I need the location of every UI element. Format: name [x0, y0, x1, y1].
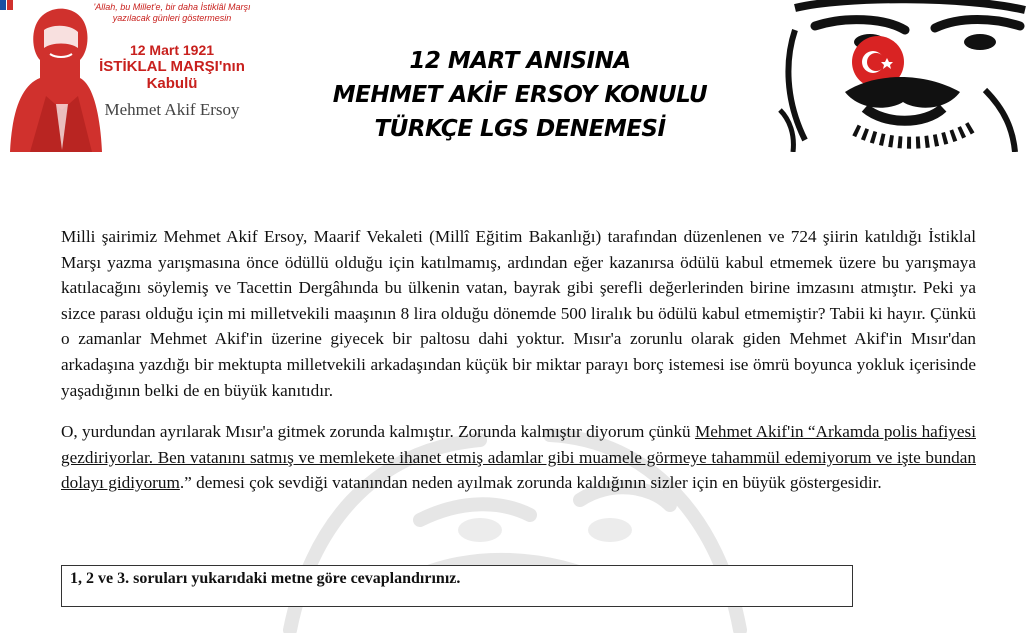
istiklal-marsi-banner	[0, 0, 250, 152]
title-line-1: 12 MART ANISINA	[409, 48, 631, 74]
title-line-3: TÜRKÇE LGS DENEMESİ	[374, 116, 666, 142]
paragraph-2-start: O, yurdundan ayrılarak Mısır'a gitmek zorunda kalmıştır. Zorunda kalmıştır diyorum çünkü	[61, 422, 695, 442]
paragraph-2-quote: Mehmet Akif'in “Arkamda polis hafiyesi gezdiriyorlar. Ben vatanını satmış ve memlekete ihanet etmiş adamlar gibi muamele görmeye tahammül edemiyorum ve işte bundan dolayı gidiyorum	[61, 422, 976, 493]
anthem-date: 12 Mart 1921	[129, 42, 215, 58]
anthem-quote: 'Allah, bu Millet'e, bir daha İstiklâl Marşı yazılacak günleri göstermesin	[93, 2, 251, 23]
header	[0, 0, 1027, 152]
anthem-adopted: Kabulü	[146, 75, 198, 92]
author-name: Mehmet Akif Ersoy	[104, 100, 240, 119]
paragraph-1: Milli şairimiz Mehmet Akif Ersoy, Maarif Vekaleti (Millî Eğitim Bakanlığı) tarafından düzenlenen ve 724 şiirin katıldığı İstiklal Marşı yazma yarışmasına önce ödüllü olduğu için katılmamış, ardından eğer kazanırsa ödülü kabul etmemek üzere bu yarışmaya katılacağını söylemiş ve Tacettin Dergâhında bu ülkenin vatan, bayrak gibi şerefli değerlerinden birine imzasını atmıştır. Peki ya sizce parası olduğu için mi milletvekili maaşının 8 lira olduğu dönemde 500 liralık bu ödülü kabul etmemiştir? Tabii ki hayır. Çünkü o zamanlar Mehmet Akif'in üzerine giyecek bir paltosu dahi yoktur. Mısır'a zorunlu olarak giden Mehmet Akif'in Mısır'dan arkadaşına yazdığı bir mektupta milletvekili arkadaşından küçük bir miktar parayı borç istemesi ise ömrü boyunca yokluk içerisinde yaşadığının belki de en büyük kanıtıdır.	[61, 227, 976, 400]
title-line-2: MEHMET AKİF ERSOY KONULU	[332, 82, 708, 108]
paragraph-2	[61, 419, 976, 496]
instruction-box	[61, 565, 853, 607]
anthem-name: İSTİKLAL MARŞI'nın	[99, 58, 245, 75]
reading-passage	[61, 224, 976, 496]
paragraph-2-end: .” demesi çok sevdiği vatanından neden ayılmak zorunda kaldığının sizler için en büyük göstergesidir.	[179, 473, 882, 493]
page-title	[300, 44, 740, 146]
akif-caricature-icon	[775, 0, 1027, 152]
instruction-text: 1, 2 ve 3. soruları yukarıdaki metne göre cevaplandırınız.	[70, 570, 461, 587]
